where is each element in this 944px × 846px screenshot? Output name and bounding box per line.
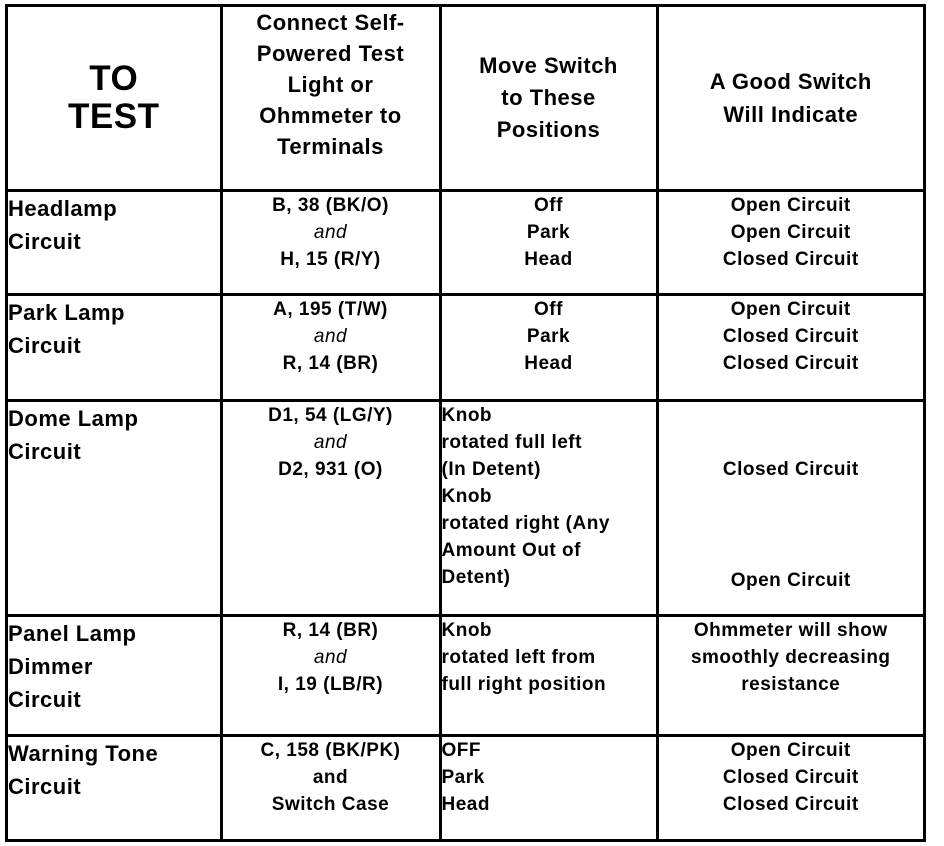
switch-test-table: [8, 7, 923, 839]
header-good-switch: A Good Switch Will Indicate: [657, 7, 923, 190]
indicates-cell: Closed Circuit Open Circuit: [657, 400, 923, 615]
header-to-test: TO TEST: [8, 7, 221, 190]
table-row: [8, 615, 923, 735]
circuit-name: Headlamp Circuit: [8, 190, 221, 294]
circuit-name: Park Lamp Circuit: [8, 294, 221, 400]
terminals-cell: R, 14 (BR) and I, 19 (LB/R): [221, 615, 440, 735]
table-row: [8, 400, 923, 615]
indicates-cell: Open Circuit Open Circuit Closed Circuit: [657, 190, 923, 294]
positions-cell: Off Park Head: [440, 190, 657, 294]
terminals-cell: A, 195 (T/W) and R, 14 (BR): [221, 294, 440, 400]
indicates-cell: Open Circuit Closed Circuit Closed Circuit: [657, 294, 923, 400]
positions-cell: Knob rotated full left (In Detent) Knob rotated right (Any Amount Out of Detent): [440, 400, 657, 615]
table-row: [8, 190, 923, 294]
header-connect-terminals: Connect Self- Powered Test Light or Ohmmeter to Terminals: [221, 7, 440, 190]
positions-cell: OFF Park Head: [440, 735, 657, 839]
terminals-cell: D1, 54 (LG/Y) and D2, 931 (O): [221, 400, 440, 615]
header-row: [8, 7, 923, 190]
positions-cell: Knob rotated left from full right position: [440, 615, 657, 735]
positions-cell: Off Park Head: [440, 294, 657, 400]
terminals-cell: B, 38 (BK/O) and H, 15 (R/Y): [221, 190, 440, 294]
circuit-name: Dome Lamp Circuit: [8, 400, 221, 615]
header-move-switch: Move Switch to These Positions: [440, 7, 657, 190]
table-row: [8, 294, 923, 400]
circuit-name: Panel Lamp Dimmer Circuit: [8, 615, 221, 735]
indicates-cell: Open Circuit Closed Circuit Closed Circuit: [657, 735, 923, 839]
indicates-cell: Ohmmeter will show smoothly decreasing resistance: [657, 615, 923, 735]
circuit-name: Warning Tone Circuit: [8, 735, 221, 839]
terminals-cell: C, 158 (BK/PK) and Switch Case: [221, 735, 440, 839]
table-row: [8, 735, 923, 839]
